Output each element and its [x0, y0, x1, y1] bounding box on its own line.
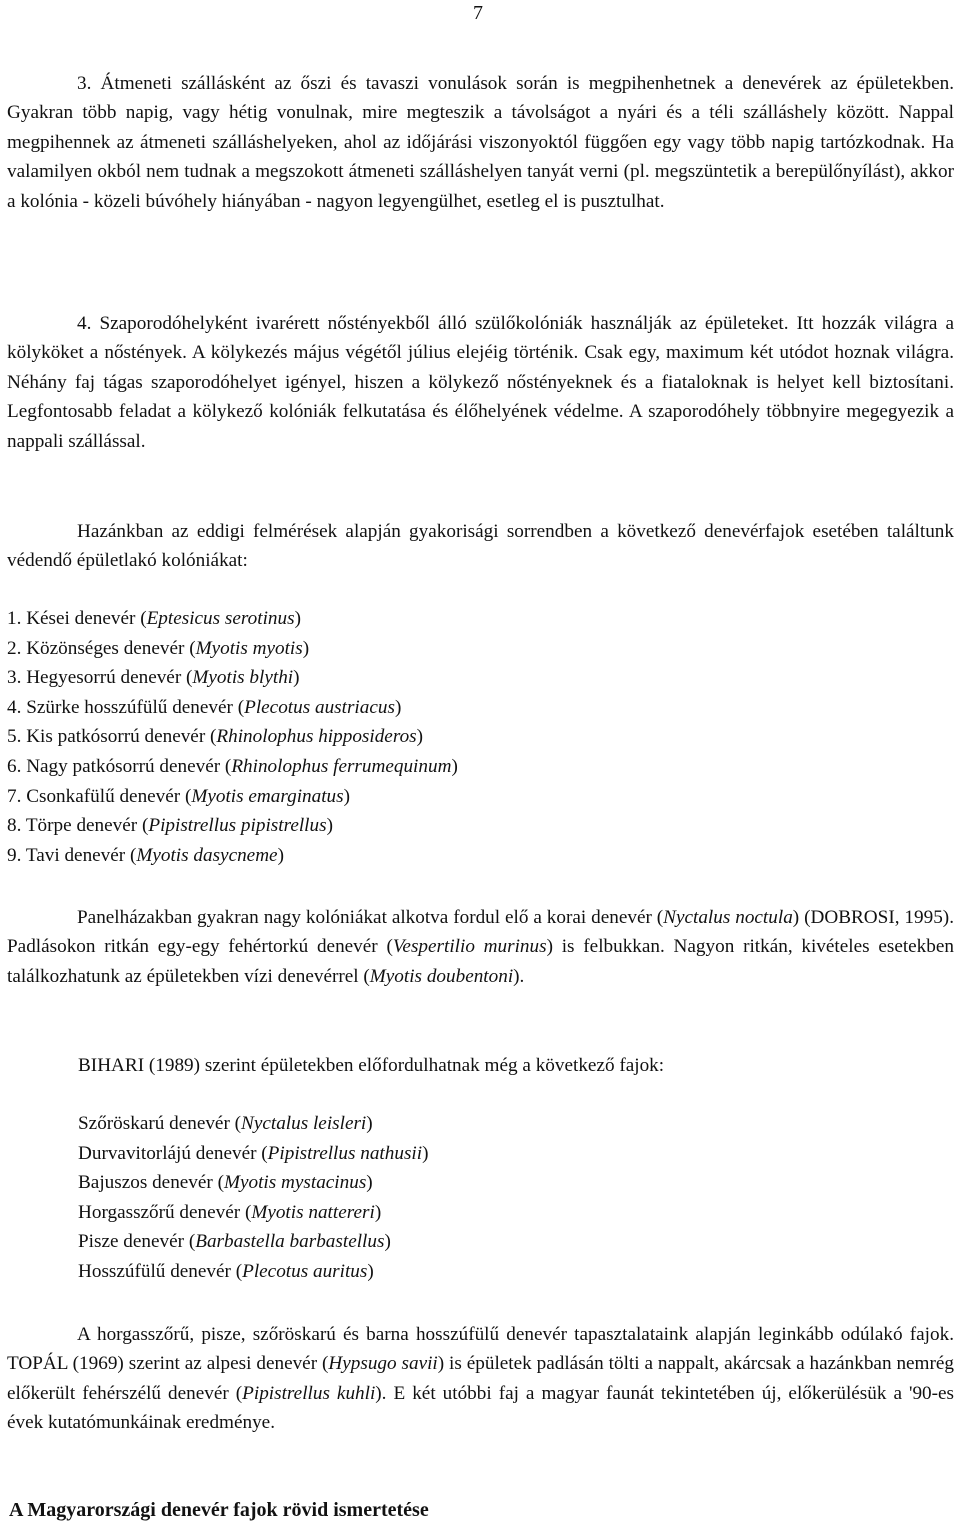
list-item: 6. Nagy patkósorrú denevér (Rhinolophus ferrumequinum)	[7, 755, 458, 777]
paragraph-frequency-intro	[7, 517, 954, 576]
paragraph-text: Hazánkban az eddigi felmérések alapján gyakorisági sorrendben a következő denevérfajok esetében találtunk védendő épületlakó kolóniákat:	[7, 521, 954, 572]
paragraph-crevice-species: A horgasszőrű, pisze, szőröskarú és barna hosszúfülű denevér tapasztalataink alapján leginkább odúlakó fajok. TOPÁL (1969) szerint az alpesi denevér (Hypsugo savii) is épületek padlásán tölti a nappalt, akárcsak a hazánkban nemrég előkerült fehérszélű denevér (Pipistrellus kuhli). E két utóbbi faj a magyar faunát tekintetében új, előkerülésük a '90-es évek kutatómunkáinak eredménye.	[7, 1324, 955, 1434]
list-item: 9. Tavi denevér (Myotis dasycneme)	[7, 844, 284, 866]
paragraph-other-species: Panelházakban gyakran nagy kolóniákat alkotva fordul elő a korai denevér (Nyctalus noctula) (DOBROSI, 1995). Padlásokon ritkán egy-egy fehértorkú denevér (Vespertilio murinus) is felbukkan. Nagyon ritkán, kivételes esetekben találkozhatunk az épületekben vízi denevérrel (Myotis doubentoni).	[7, 907, 954, 987]
list-item: Durvavitorlájú denevér (Pipistrellus nathusii)	[78, 1142, 429, 1164]
paragraph-transit-roost	[7, 69, 954, 216]
bihari-species-list	[78, 1109, 428, 1287]
list-item: Bajuszos denevér (Myotis mystacinus)	[78, 1172, 373, 1194]
list-item: 7. Csonkafülű denevér (Myotis emarginatus)	[7, 785, 351, 807]
list-item: 4. Szürke hosszúfülű denevér (Plecotus austriacus)	[7, 696, 402, 718]
paragraph-text: 3. Átmeneti szállásként az őszi és tavaszi vonulások során is megpihenhetnek a denevérek az épületekben. Gyakran több napig, vagy hétig vonulnak, mire megteszik a távolságot a nyári és a téli szálláshely között. Nappal megpihennek az átmeneti szálláshelyeken, ahol az időjárási viszonyoktól függően egy vagy több napig tartózkodnak. Ha valamilyen okból nem tudnak a megszokott átmeneti szálláshelyen tanyát verni (pl. megszüntetik a berepülőnyílást), akkor a kolónia - közeli búvóhely hiányában - nagyon legyengülhet, esetleg el is pusztulhat.	[7, 73, 954, 212]
list-item: Horgasszőrű denevér (Myotis nattereri)	[78, 1201, 382, 1223]
list-item: 5. Kis patkósorrú denevér (Rhinolophus hipposideros)	[7, 726, 424, 748]
paragraph-bihari: BIHARI (1989) szerint épületekben előfordulhatnak még a következő fajok:	[78, 1055, 665, 1076]
list-item: 3. Hegyesorrú denevér (Myotis blythi)	[7, 667, 300, 689]
paragraph-text: 4. Szaporodóhelyként ivarérett nőstényekből álló szülőkolóniák használják az épületeket. Itt hozzák világra a kölyköket a nőstények. A kölykezés május végétől július elejéig történik. Csak egy, maximum két utódot hoznak világra. Néhány faj tágas szaporodóhelyet igényel, hiszen a kölykező nőstényeknek és a fiataloknak is helyet kell biztosítani. Legfontosabb feladat a kölykező kolóniák felkutatása és élőhelyének védelme. A szaporodóhely többnyire megegyezik a nappali szállással.	[7, 313, 954, 452]
list-item: 8. Törpe denevér (Pipistrellus pipistrellus)	[7, 815, 333, 837]
list-item: Hosszúfülű denevér (Plecotus auritus)	[78, 1260, 374, 1282]
list-item: 1. Kései denevér (Eptesicus serotinus)	[7, 608, 301, 629]
list-item: Szőröskarú denevér (Nyctalus leisleri)	[78, 1113, 373, 1134]
ranked-species-list	[7, 604, 458, 870]
page-number: 7	[473, 2, 483, 24]
list-item: Pisze denevér (Barbastella barbastellus)	[78, 1231, 391, 1253]
list-item: 2. Közönséges denevér (Myotis myotis)	[7, 637, 310, 659]
section-title: A Magyarországi denevér fajok rövid ismertetése	[9, 1499, 429, 1521]
paragraph-breeding-roost	[7, 309, 954, 456]
